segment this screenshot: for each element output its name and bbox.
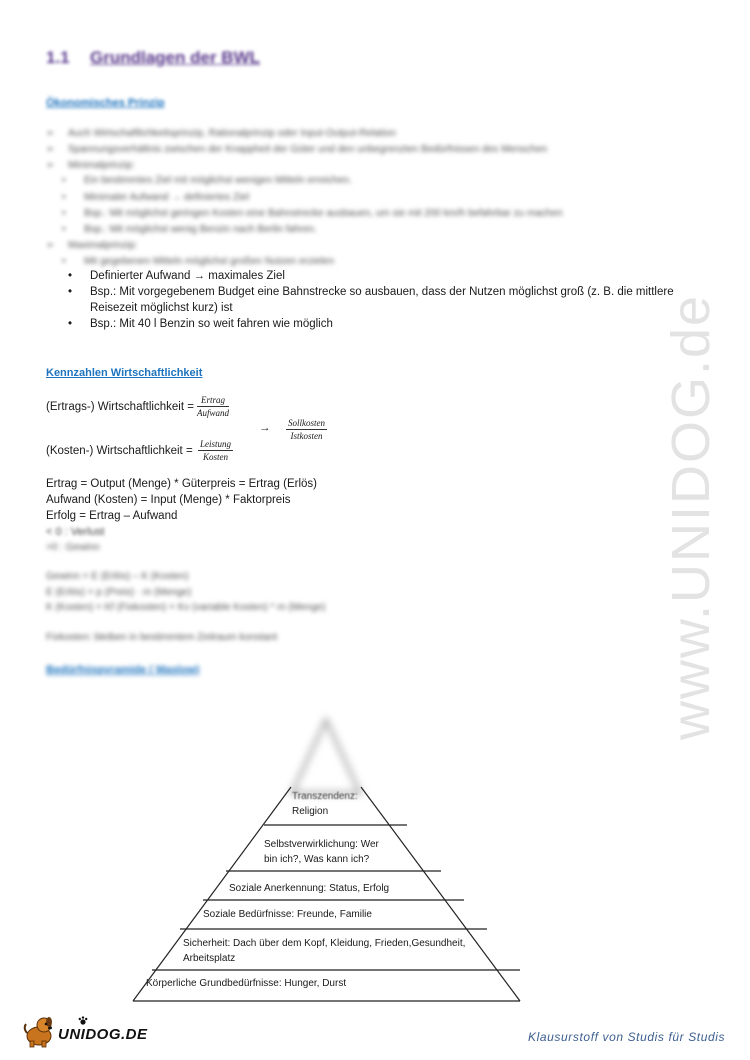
- text-line: >0 : Gewinn: [46, 542, 100, 553]
- pyramid-level-koerperliche-grundbeduerfnisse: Körperliche Grundbedürfnisse: Hunger, Durst: [146, 978, 347, 989]
- list-item: • Bsp.: Mit 40 l Benzin so weit fahren wie möglich: [68, 318, 333, 330]
- section-title-oekonomisches-prinzip: Ökonomisches Prinzip: [46, 97, 165, 109]
- formula-label-kosten: (Kosten-) Wirtschaftlichkeit =: [46, 445, 193, 457]
- list-item: • Bsp.: Mit möglichst geringen Kosten eine Bahnstrecke ausbauen, um sie mit 200 km/h befahrbar zu machen: [62, 208, 563, 219]
- list-item: • Bsp.: Mit möglichst wenig Benzin nach Berlin fahren.: [62, 224, 317, 235]
- pyramid-apex-blurred: [292, 720, 360, 793]
- logo-text: UNIDOG.DE: [58, 1026, 148, 1043]
- pyramid-level-soziale-beduerfnisse: Soziale Bedürfnisse: Freunde, Familie: [203, 909, 372, 920]
- list-item: ➢ Spannungsverhältnis zwischen der Knappheit der Güter und den unbegrenzten Bedürfnissen des Menschen: [46, 144, 548, 155]
- text-line: Ertrag = Output (Menge) * Güterpreis = Ertrag (Erlös): [46, 478, 317, 490]
- text-line: Erfolg = Ertrag – Aufwand: [46, 510, 178, 522]
- section-number: 1.1: [46, 48, 70, 67]
- text-line: K (Kosten) = Kf (Fixkosten) + Kv (variable Kosten) * m (Menge): [46, 602, 326, 613]
- pyramid-level-sicherheit: Sicherheit: Dach über dem Kopf, Kleidung, Frieden,Gesundheit, Arbeitsplatz: [183, 938, 466, 964]
- footer-tagline: Klausurstoff von Studis für Studis: [528, 1030, 726, 1044]
- pyramid-level-transzendenz: Transzendenz: Religion: [292, 791, 358, 817]
- list-item: • Mit gegebenen Mitteln möglichst großen Nutzen erzielen: [62, 256, 335, 267]
- fraction-denominator: Aufwand: [197, 408, 230, 418]
- arrow-symbol: →: [259, 422, 271, 434]
- list-item: • Definierter Aufwand → maximales Ziel: [68, 270, 285, 282]
- pyramid-level-soziale-anerkennung: Soziale Anerkennung: Status, Erfolg: [229, 883, 390, 894]
- text-line: Fixkosten: bleiben in bestimmtem Zeitraum konstant: [46, 632, 278, 643]
- list-item-continuation: Reisezeit möglichst kurz) ist: [90, 302, 233, 314]
- list-item: • Ein bestimmtes Ziel mit möglichst wenigen Mitteln erreichen.: [62, 175, 352, 186]
- fraction-denominator: Istkosten: [290, 431, 323, 441]
- section-title-beduerfnispyramide: Bedürfnispyramide ( Maslow): [46, 664, 200, 676]
- list-item: ➢ Auch Wirtschaftlichkeitsprinzip, Rationalprinzip oder Input-Output-Relation: [46, 128, 396, 139]
- fraction-numerator: Leistung: [200, 439, 232, 449]
- fraction-numerator: Ertrag: [197, 395, 229, 407]
- fraction-denominator: Kosten: [203, 452, 229, 462]
- page-title: Grundlagen der BWL: [90, 48, 260, 67]
- text-line: E (Erlös) = p (Preis) · m (Menge): [46, 587, 192, 598]
- watermark: www.UNIDOG.de: [661, 293, 721, 740]
- list-item: ➢ Maximalprinzip:: [46, 240, 138, 251]
- fraction-numerator: Sollkosten: [288, 418, 325, 428]
- section-title-kennzahlen: Kennzahlen Wirtschaftlichkeit: [46, 367, 203, 379]
- pyramid-level-selbstverwirklichung: Selbstverwirklichung: Wer bin ich?, Was kann ich?: [264, 839, 379, 865]
- text-line: < 0 : Verlust: [46, 526, 105, 538]
- paw-icon: [78, 1016, 88, 1025]
- text-line: Aufwand (Kosten) = Input (Menge) * Faktorpreis: [46, 494, 291, 506]
- list-item: ➢ Minimalprinzip:: [46, 160, 135, 171]
- text-line: Gewinn = E (Erlös) – K (Kosten): [46, 571, 189, 582]
- list-item: • Bsp.: Mit vorgegebenem Budget eine Bahnstrecke so ausbauen, dass der Nutzen möglichst groß (z. B. die mittlere: [68, 286, 674, 298]
- formula-label-ertrags: (Ertrags-) Wirtschaftlichkeit =: [46, 401, 194, 413]
- dog-mascot-icon: [22, 1014, 58, 1048]
- list-item: • Minimaler Aufwand → definiertes Ziel: [62, 192, 250, 203]
